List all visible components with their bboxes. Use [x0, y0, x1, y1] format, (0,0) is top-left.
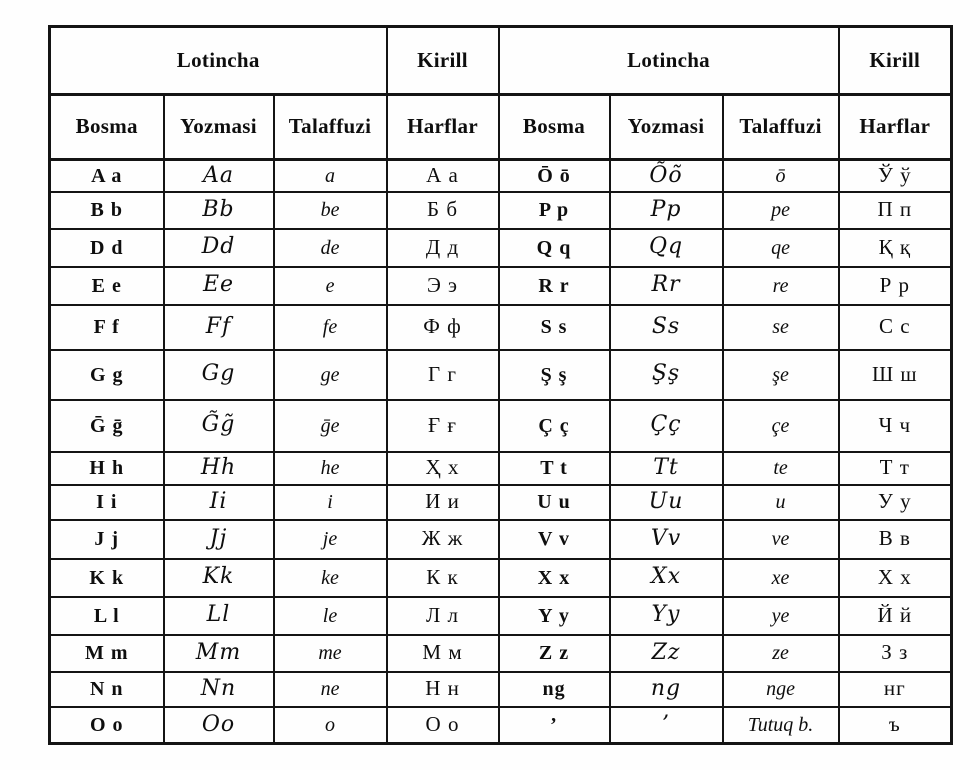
- right-kirill-cell: Т т: [839, 452, 952, 485]
- right-kirill-cell: Ў ў: [839, 160, 952, 192]
- left-yozmasi-cell: Ii: [164, 485, 274, 520]
- left-yozmasi-cell: Mm: [164, 635, 274, 672]
- right-bosma-cell: Ş ş: [499, 350, 610, 400]
- left-kirill-cell: Ҳ х: [387, 452, 499, 485]
- header-talaffuzi-left: Talaffuzi: [274, 95, 387, 160]
- header-lotincha-left: Lotincha: [50, 27, 387, 95]
- left-bosma-cell: M m: [50, 635, 164, 672]
- right-kirill-cell: ъ: [839, 707, 952, 744]
- table-row: [50, 452, 952, 485]
- table-row: [50, 707, 952, 744]
- right-talaffuzi-cell: te: [723, 452, 839, 485]
- left-yozmasi-cell: G̃g̃: [164, 400, 274, 452]
- right-kirill-cell: нг: [839, 672, 952, 707]
- right-yozmasi-cell: Ss: [610, 305, 723, 350]
- left-bosma-cell: B b: [50, 192, 164, 229]
- right-kirill-cell: П п: [839, 192, 952, 229]
- left-bosma-cell: J j: [50, 520, 164, 559]
- left-kirill-cell: Э э: [387, 267, 499, 305]
- right-yozmasi-cell: Xx: [610, 559, 723, 597]
- right-talaffuzi-cell: xe: [723, 559, 839, 597]
- right-talaffuzi-cell: qe: [723, 229, 839, 267]
- left-yozmasi-cell: Kk: [164, 559, 274, 597]
- right-talaffuzi-cell: nge: [723, 672, 839, 707]
- header-yozmasi-right: Yozmasi: [610, 95, 723, 160]
- table-row: [50, 520, 952, 559]
- left-yozmasi-cell: Dd: [164, 229, 274, 267]
- header-lotincha-right: Lotincha: [499, 27, 839, 95]
- left-yozmasi-cell: Nn: [164, 672, 274, 707]
- right-yozmasi-cell: Qq: [610, 229, 723, 267]
- table-row: [50, 672, 952, 707]
- left-yozmasi-cell: Ff: [164, 305, 274, 350]
- left-kirill-cell: И и: [387, 485, 499, 520]
- left-talaffuzi-cell: le: [274, 597, 387, 635]
- left-kirill-cell: Д д: [387, 229, 499, 267]
- left-yozmasi-cell: Ee: [164, 267, 274, 305]
- header-talaffuzi-right: Talaffuzi: [723, 95, 839, 160]
- right-yozmasi-cell: Şş: [610, 350, 723, 400]
- right-bosma-cell: U u: [499, 485, 610, 520]
- left-kirill-cell: Н н: [387, 672, 499, 707]
- right-kirill-cell: Ч ч: [839, 400, 952, 452]
- left-talaffuzi-cell: be: [274, 192, 387, 229]
- right-yozmasi-cell: Zz: [610, 635, 723, 672]
- right-yozmasi-cell: Uu: [610, 485, 723, 520]
- right-bosma-cell: Ç ç: [499, 400, 610, 452]
- left-talaffuzi-cell: de: [274, 229, 387, 267]
- table-row: [50, 559, 952, 597]
- header-bosma-left: Bosma: [50, 95, 164, 160]
- right-kirill-cell: Х х: [839, 559, 952, 597]
- left-bosma-cell: I i: [50, 485, 164, 520]
- left-talaffuzi-cell: me: [274, 635, 387, 672]
- right-bosma-cell: Ō ō: [499, 160, 610, 192]
- header-kirill-left: Kirill: [387, 27, 499, 95]
- right-yozmasi-cell: Rr: [610, 267, 723, 305]
- table-row: [50, 267, 952, 305]
- left-bosma-cell: O o: [50, 707, 164, 744]
- right-kirill-cell: Қ қ: [839, 229, 952, 267]
- right-talaffuzi-cell: se: [723, 305, 839, 350]
- left-kirill-cell: Г г: [387, 350, 499, 400]
- table-header: [50, 27, 952, 160]
- right-yozmasi-cell: Vv: [610, 520, 723, 559]
- right-yozmasi-cell: Yy: [610, 597, 723, 635]
- right-talaffuzi-cell: ye: [723, 597, 839, 635]
- right-bosma-cell: V v: [499, 520, 610, 559]
- header-sub-row: [50, 95, 952, 160]
- right-bosma-cell: P p: [499, 192, 610, 229]
- right-talaffuzi-cell: u: [723, 485, 839, 520]
- left-bosma-cell: D d: [50, 229, 164, 267]
- left-yozmasi-cell: Hh: [164, 452, 274, 485]
- right-bosma-cell: T t: [499, 452, 610, 485]
- left-yozmasi-cell: Ll: [164, 597, 274, 635]
- left-talaffuzi-cell: ḡe: [274, 400, 387, 452]
- left-kirill-cell: Л л: [387, 597, 499, 635]
- header-bosma-right: Bosma: [499, 95, 610, 160]
- left-kirill-cell: К к: [387, 559, 499, 597]
- left-kirill-cell: Б б: [387, 192, 499, 229]
- table-row: [50, 635, 952, 672]
- left-bosma-cell: G g: [50, 350, 164, 400]
- left-talaffuzi-cell: ne: [274, 672, 387, 707]
- left-talaffuzi-cell: a: [274, 160, 387, 192]
- table-row: [50, 229, 952, 267]
- header-harflar-right: Harflar: [839, 95, 952, 160]
- left-yozmasi-cell: Gg: [164, 350, 274, 400]
- right-bosma-cell: S s: [499, 305, 610, 350]
- right-talaffuzi-cell: re: [723, 267, 839, 305]
- left-kirill-cell: Ж ж: [387, 520, 499, 559]
- header-kirill-right: Kirill: [839, 27, 952, 95]
- table-row: [50, 597, 952, 635]
- left-talaffuzi-cell: o: [274, 707, 387, 744]
- table-row: [50, 305, 952, 350]
- right-bosma-cell: Y y: [499, 597, 610, 635]
- right-talaffuzi-cell: pe: [723, 192, 839, 229]
- right-kirill-cell: В в: [839, 520, 952, 559]
- left-bosma-cell: L l: [50, 597, 164, 635]
- left-kirill-cell: М м: [387, 635, 499, 672]
- left-bosma-cell: E e: [50, 267, 164, 305]
- left-bosma-cell: A a: [50, 160, 164, 192]
- right-yozmasi-cell: ’: [610, 707, 723, 744]
- right-yozmasi-cell: Tt: [610, 452, 723, 485]
- right-bosma-cell: R r: [499, 267, 610, 305]
- alphabet-table: [48, 25, 953, 745]
- right-yozmasi-cell: Pp: [610, 192, 723, 229]
- left-talaffuzi-cell: fe: [274, 305, 387, 350]
- right-talaffuzi-cell: şe: [723, 350, 839, 400]
- right-kirill-cell: С с: [839, 305, 952, 350]
- right-bosma-cell: Q q: [499, 229, 610, 267]
- left-kirill-cell: Ғ ғ: [387, 400, 499, 452]
- right-kirill-cell: У у: [839, 485, 952, 520]
- header-harflar-left: Harflar: [387, 95, 499, 160]
- right-yozmasi-cell: Çç: [610, 400, 723, 452]
- table-row: [50, 400, 952, 452]
- right-talaffuzi-cell: ō: [723, 160, 839, 192]
- right-kirill-cell: Й й: [839, 597, 952, 635]
- header-yozmasi-left: Yozmasi: [164, 95, 274, 160]
- header-group-row: [50, 27, 952, 95]
- right-yozmasi-cell: Õõ: [610, 160, 723, 192]
- left-talaffuzi-cell: ke: [274, 559, 387, 597]
- left-talaffuzi-cell: i: [274, 485, 387, 520]
- left-talaffuzi-cell: je: [274, 520, 387, 559]
- left-kirill-cell: А а: [387, 160, 499, 192]
- right-yozmasi-cell: ng: [610, 672, 723, 707]
- left-kirill-cell: О о: [387, 707, 499, 744]
- right-bosma-cell: ng: [499, 672, 610, 707]
- table-rows: [50, 160, 952, 744]
- right-bosma-cell: ’: [499, 707, 610, 744]
- table-row: [50, 160, 952, 192]
- right-kirill-cell: З з: [839, 635, 952, 672]
- right-kirill-cell: Ш ш: [839, 350, 952, 400]
- left-yozmasi-cell: Aa: [164, 160, 274, 192]
- left-bosma-cell: F f: [50, 305, 164, 350]
- left-kirill-cell: Ф ф: [387, 305, 499, 350]
- left-bosma-cell: Ḡ ḡ: [50, 400, 164, 452]
- left-yozmasi-cell: Jj: [164, 520, 274, 559]
- right-talaffuzi-cell: ve: [723, 520, 839, 559]
- right-talaffuzi-cell: çe: [723, 400, 839, 452]
- left-talaffuzi-cell: e: [274, 267, 387, 305]
- left-bosma-cell: K k: [50, 559, 164, 597]
- left-yozmasi-cell: Oo: [164, 707, 274, 744]
- left-bosma-cell: N n: [50, 672, 164, 707]
- right-bosma-cell: Z z: [499, 635, 610, 672]
- right-talaffuzi-cell: Tutuq b.: [723, 707, 839, 744]
- left-yozmasi-cell: Bb: [164, 192, 274, 229]
- table-row: [50, 350, 952, 400]
- left-bosma-cell: H h: [50, 452, 164, 485]
- right-bosma-cell: X x: [499, 559, 610, 597]
- left-talaffuzi-cell: he: [274, 452, 387, 485]
- right-talaffuzi-cell: ze: [723, 635, 839, 672]
- table-row: [50, 485, 952, 520]
- right-kirill-cell: Р р: [839, 267, 952, 305]
- table-row: [50, 192, 952, 229]
- left-talaffuzi-cell: ge: [274, 350, 387, 400]
